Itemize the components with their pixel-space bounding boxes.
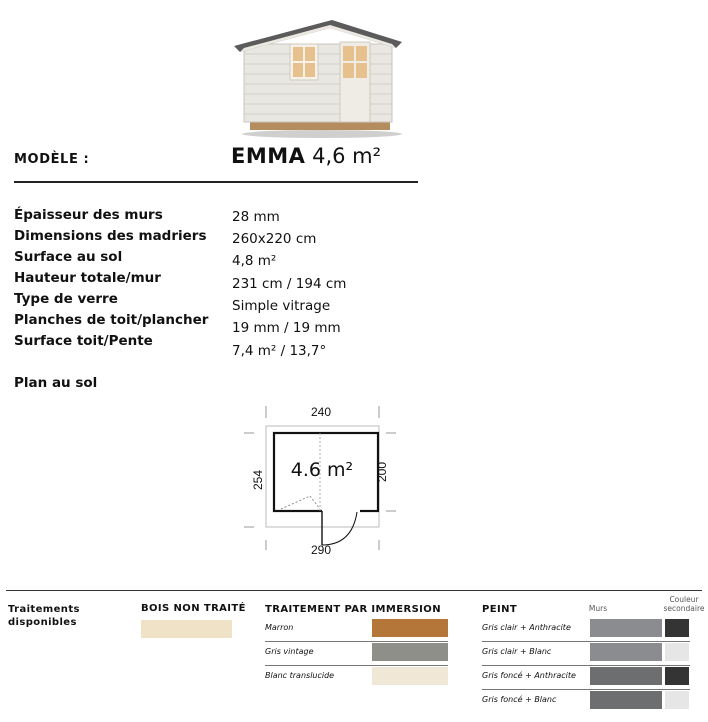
spec-value: 28 mm — [232, 209, 280, 225]
paint-header: PEINT — [482, 604, 518, 615]
floor-plan-title: Plan au sol — [14, 375, 98, 391]
immersion-swatch — [372, 643, 448, 661]
cabin-image — [230, 8, 408, 140]
row-divider — [482, 689, 690, 690]
spec-value: 231 cm / 194 cm — [232, 276, 347, 292]
floor-plan-diagram — [236, 400, 406, 558]
right-dimension: 200 — [375, 461, 389, 483]
spec-value: 260x220 cm — [232, 231, 317, 247]
spec-label: Dimensions des madriers — [14, 228, 207, 244]
immersion-label: Marron — [265, 623, 294, 632]
model-title — [231, 144, 381, 168]
spec-label: Type de verre — [14, 291, 118, 307]
untreated-wood-swatch — [141, 620, 232, 638]
left-dimension: 254 — [251, 469, 265, 491]
paint-label: Gris foncé + Blanc — [482, 695, 557, 704]
spec-label: Planches de toit/plancher — [14, 312, 209, 328]
paint-label: Gris clair + Anthracite — [482, 623, 571, 632]
immersion-label: Gris vintage — [265, 647, 314, 656]
model-area: 4,6 m² — [312, 144, 382, 168]
wall-color-swatch — [590, 643, 662, 661]
bottom-dimension: 290 — [310, 543, 332, 557]
row-divider — [482, 641, 690, 642]
secondary-color-swatch — [665, 691, 689, 709]
paint-label: Gris foncé + Anthracite — [482, 671, 576, 680]
secondary-color-swatch — [665, 667, 689, 685]
untreated-header: BOIS NON TRAITÉ — [141, 603, 246, 614]
wall-color-swatch — [590, 667, 662, 685]
spec-label: Surface toit/Pente — [14, 333, 153, 349]
door-swing — [322, 512, 357, 545]
row-divider — [265, 665, 448, 666]
spec-value: 7,4 m² / 13,7° — [232, 343, 327, 359]
model-label: MODÈLE : — [14, 152, 90, 167]
spec-value: 19 mm / 19 mm — [232, 320, 341, 336]
spec-label: Épaisseur des murs — [14, 207, 163, 223]
secondary-column-header: Couleur secondaire — [663, 595, 705, 613]
plan-area: 4.6 m² — [290, 459, 354, 481]
immersion-swatch — [372, 619, 448, 637]
treatments-title: Traitements disponibles — [8, 604, 80, 628]
immersion-label: Blanc translucide — [265, 671, 335, 680]
spec-label: Hauteur totale/mur — [14, 270, 161, 286]
row-divider — [482, 665, 690, 666]
wall-color-swatch — [590, 691, 662, 709]
wall-color-swatch — [590, 619, 662, 637]
spec-label: Surface au sol — [14, 249, 123, 265]
section-divider — [6, 590, 702, 591]
model-divider — [14, 181, 418, 183]
spec-value: Simple vitrage — [232, 298, 331, 314]
immersion-swatch — [372, 667, 448, 685]
immersion-header: TRAITEMENT PAR IMMERSION — [265, 604, 441, 615]
spec-value: 4,8 m² — [232, 253, 277, 269]
top-dimension: 240 — [310, 405, 332, 419]
row-divider — [265, 641, 448, 642]
paint-label: Gris clair + Blanc — [482, 647, 552, 656]
model-name: EMMA — [231, 144, 306, 168]
secondary-color-swatch — [665, 619, 689, 637]
secondary-color-swatch — [665, 643, 689, 661]
walls-column-header: Murs — [588, 604, 608, 613]
